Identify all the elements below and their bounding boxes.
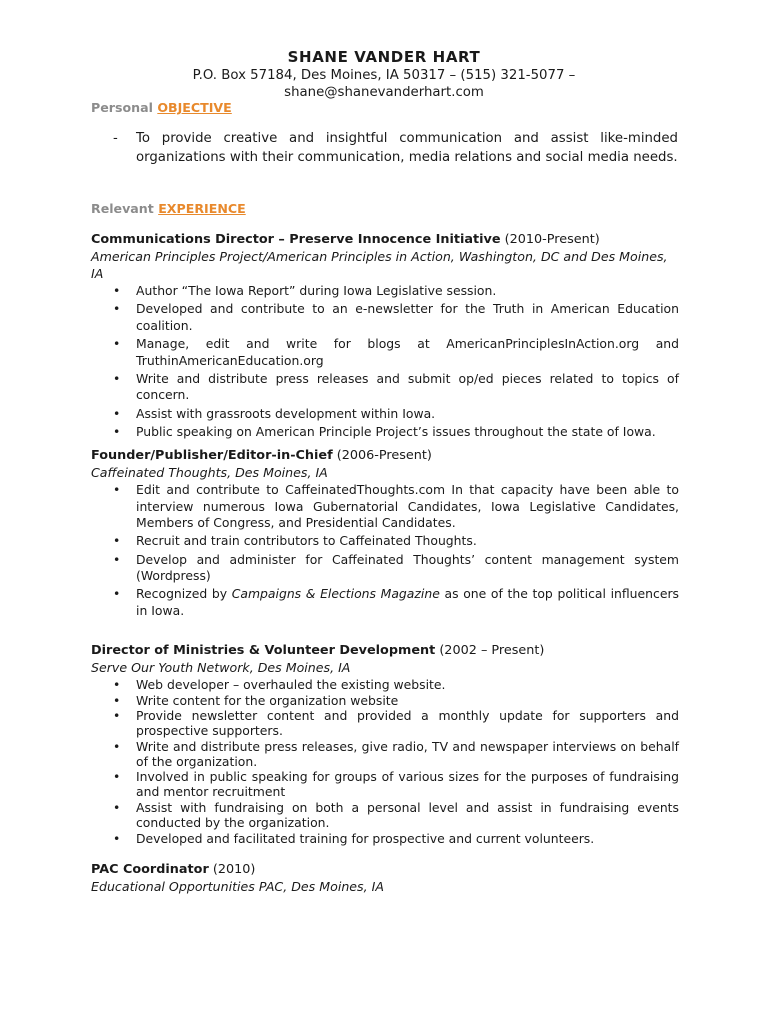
bullet-text: Developed and facilitated training for prospective and current volunteers. [136,830,595,846]
bullet-glyph: • [113,336,121,352]
experience-heading-title: EXPERIENCE [158,201,246,216]
experience-heading [91,201,246,216]
job-organization: Serve Our Youth Network, Des Moines, IA [91,660,351,675]
list-item [91,301,679,334]
bullet-text: Manage, edit and write for blogs at AmericanPrinciplesInAction.org and TruthinAmericanEducation.org [136,336,679,368]
list-item [91,693,679,708]
bullet-text: Provide newsletter content and provided a monthly update for supporters and prospective supporters. [136,708,679,739]
bullet-text: Write content for the organization website [136,692,399,708]
bullet-text: Public speaking on American Principle Project’s issues throughout the state of Iowa. [136,423,656,439]
recognized-before: Recognized by [136,586,232,602]
list-item [91,677,679,692]
job-dates: (2002 – Present) [435,643,545,658]
bullet-glyph: • [113,738,121,754]
job-bullets [91,677,679,846]
list-item [91,533,679,550]
bullet-text: Write and distribute press releases, give radio, TV and newspaper interviews on behalf of the organization. [136,738,679,769]
job-bullets [91,482,679,619]
objective-text: To provide creative and insightful communication and assist like-minded organizations with their communication, media relations and social media needs. [136,131,678,165]
job-title: PAC Coordinator [91,862,209,877]
bullet-glyph: • [113,301,121,317]
list-item [91,739,679,769]
job-title-line [91,231,679,248]
magazine-name: Campaigns & Elections Magazine [231,586,440,602]
job-title: Director of Ministries & Volunteer Development [91,643,436,658]
list-item [91,769,679,799]
bullet-text: Author “The Iowa Report” during Iowa Legislative session. [136,283,497,298]
list-item [91,800,679,830]
list-item [91,406,679,423]
list-item [91,708,679,738]
bullet-glyph: • [113,370,121,386]
bullet-text: Developed and contribute to an e-newsletter for the Truth in American Education coalition. [136,301,679,333]
experience-heading-prefix: Relevant [91,201,154,216]
bullet-glyph: • [113,482,121,497]
resume-header [0,47,768,101]
job-bullets [91,283,679,440]
contact-address: P.O. Box 57184, Des Moines, IA 50317 – (515) 321-5077 – [192,68,576,83]
bullet-glyph: • [113,533,121,549]
bullet-glyph: • [113,405,121,421]
bullet-glyph: • [113,551,121,567]
list-item [91,371,679,404]
job-organization: Educational Opportunities PAC, Des Moines, IA [91,879,384,894]
job-organization: American Principles Project/American Principles in Action, Washington, DC and Des Moines, IA [91,249,668,281]
objective-dash: - [113,131,118,146]
job-dates: (2010-Present) [500,232,600,247]
bullet-text: Assist with fundraising on both a personal level and assist in fundraising events conducted by the organization. [136,799,679,830]
bullet-glyph: • [113,708,121,724]
bullet-text: Involved in public speaking for groups of various sizes for the purposes of fundraising and mentor recruitment [136,769,679,800]
list-item [91,552,679,585]
job-dates: (2010) [208,862,256,877]
bullet-glyph: • [113,423,121,439]
list-item [91,424,679,441]
bullet-glyph: • [113,677,121,692]
objective-heading [91,100,232,115]
bullet-glyph: • [113,799,121,815]
job-title-line [91,447,679,464]
bullet-text: Assist with grassroots development within Iowa. [136,405,436,421]
job-dates: (2006-Present) [332,448,432,463]
job-title-line [91,861,679,878]
list-item [91,586,679,619]
job-title: Founder/Publisher/Editor-in-Chief [91,448,333,463]
job-pac-coordinator [91,861,679,895]
bullet-text: Develop and administer for Caffeinated Thoughts’ content management system (Wordpress) [136,551,679,584]
job-title: Communications Director – Preserve Innocence Initiative [91,232,501,247]
bullet-text: Recruit and train contributors to Caffeinated Thoughts. [136,533,477,549]
contact-email: shane@shanevanderhart.com [284,85,484,100]
recognized-after: as one of the top political influencers in Iowa. [136,586,680,618]
list-item [91,482,679,532]
job-communications-director [91,231,679,442]
bullet-text: Web developer – overhauled the existing website. [136,677,446,692]
bullet-glyph: • [113,283,121,298]
objective-block [113,130,678,167]
objective-heading-prefix: Personal [91,100,153,115]
job-director-ministries [91,642,679,846]
bullet-text: Edit and contribute to CaffeinatedThoughts.com In that capacity have been able to interview numerous Iowa Gubernatorial Candidates, Iowa Legislative Candidates, Members of Congress, and Presidential Candidates. [136,482,679,530]
job-title-line [91,642,679,659]
bullet-glyph: • [113,769,121,785]
job-founder-publisher [91,447,679,621]
candidate-name: SHANE VANDER HART [287,48,481,66]
bullet-glyph: • [113,830,121,846]
job-organization: Caffeinated Thoughts, Des Moines, IA [91,465,328,480]
list-item [91,283,679,300]
list-item [91,336,679,369]
objective-heading-title: OBJECTIVE [157,100,232,115]
bullet-text: Write and distribute press releases and submit op/ed pieces related to topics of concern. [136,370,679,403]
list-item [91,831,679,846]
bullet-glyph: • [113,692,121,708]
bullet-glyph: • [113,586,121,602]
